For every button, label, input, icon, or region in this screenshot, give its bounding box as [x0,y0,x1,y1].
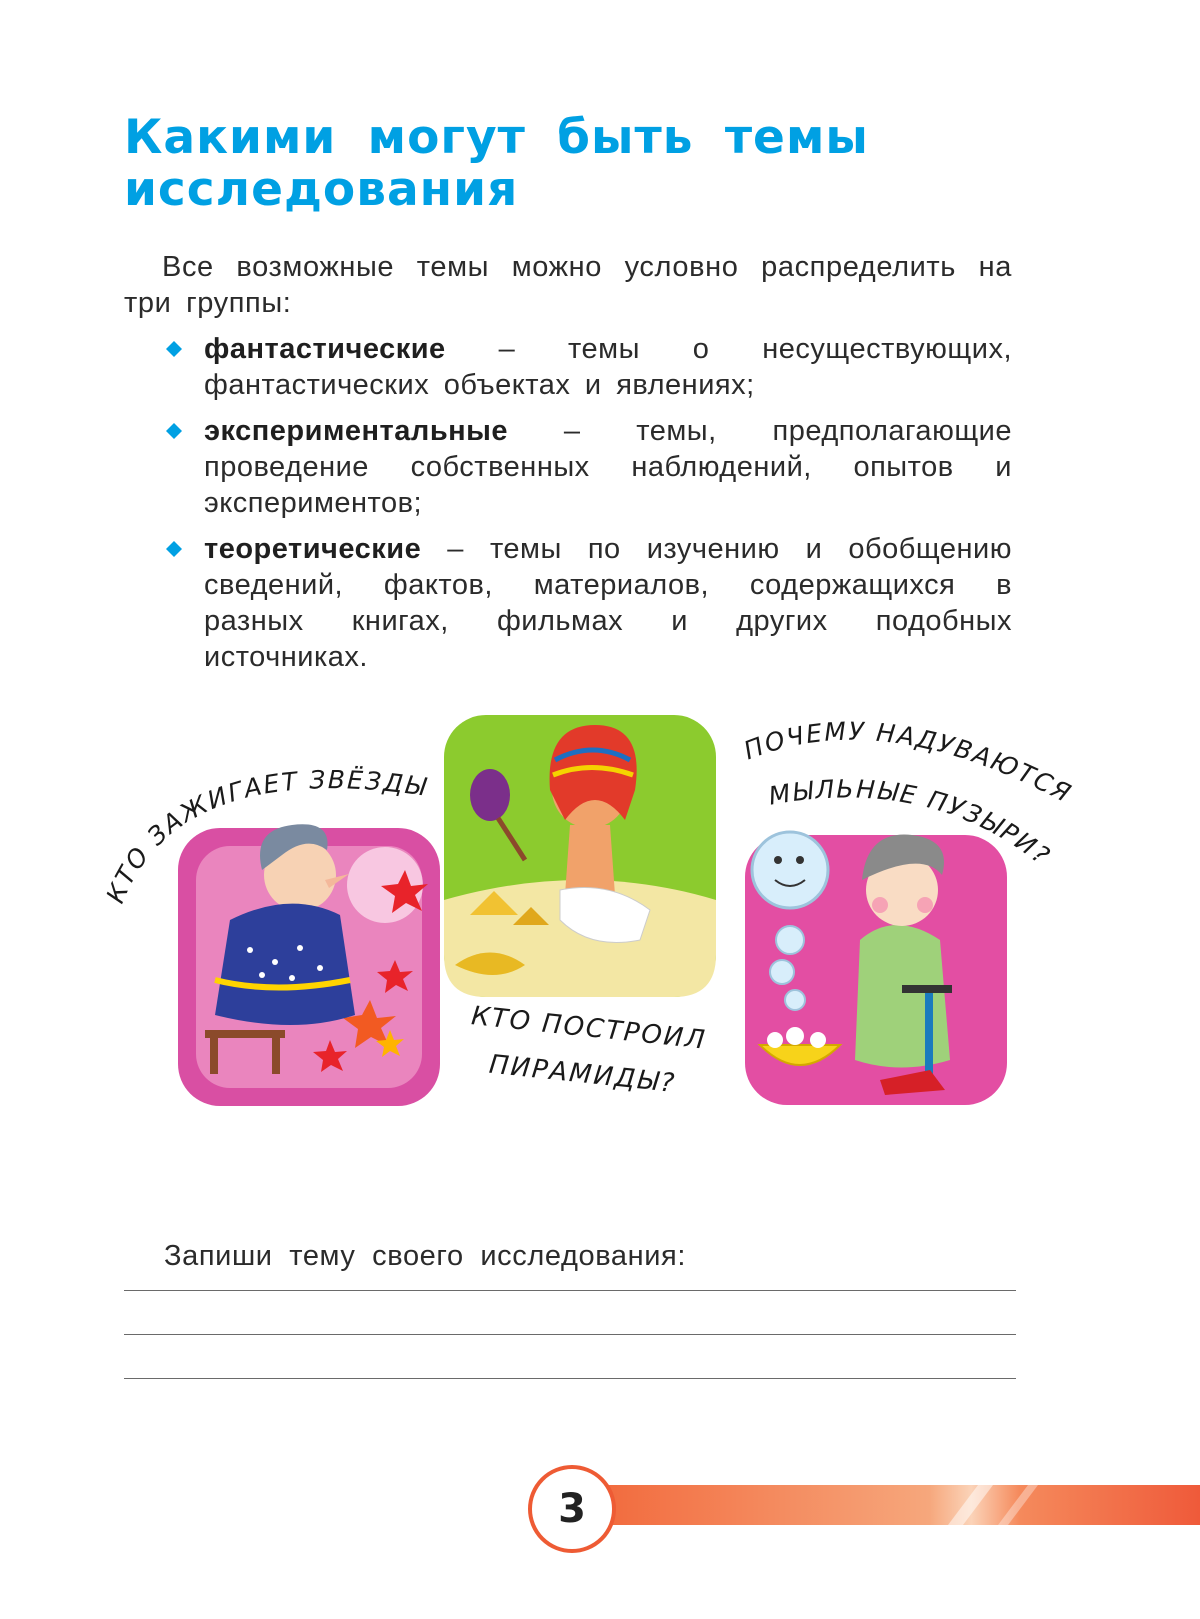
footer-band [598,1485,1200,1525]
term-fantastic: фантастические [204,333,446,365]
answer-line[interactable] [124,1334,1016,1335]
term-theoretical: теоретические [204,533,422,565]
page-number: 3 [558,1486,586,1532]
caption-bubbles-2: МЫЛЬНЫЕ ПУЗЫРИ? [766,774,1057,872]
term-description: – темы по изучению и обобщению сведений, фактов, материалов, содержащихся в разных книгах, фильмах и других подобных источниках. [204,533,1012,673]
term-description: – темы о несуществующих, фантастических объектах и явлениях; [204,333,1012,401]
diamond-bullet-icon [166,341,182,357]
term-description: – темы, предполагающие проведение собственных наблюдений, опытов и экспериментов; [204,415,1012,519]
page-number-badge [528,1465,616,1553]
wizard-stars-illustration [0,700,440,1106]
soap-bubbles-illustration [740,717,1077,1105]
term-experimental: экспериментальные [204,415,509,447]
illustrations [0,700,1200,1160]
caption-bubbles-1: ПОЧЕМУ НАДУВАЮТСЯ [739,716,1077,809]
answer-line[interactable] [124,1378,1016,1379]
intro-paragraph: Все возможные темы можно условно распределить на три группы: [124,251,1012,319]
diamond-bullet-icon [166,541,182,557]
list-item [166,413,1012,521]
diamond-bullet-icon [166,423,182,439]
list-item [166,531,1012,675]
page-title: Какими могут быть темы исследования [124,110,869,217]
write-topic-prompt: Запиши тему своего исследования: [164,1240,686,1272]
topic-groups-list [166,331,1012,685]
caption-pyramids-2: ПИРАМИДЫ? [487,1049,678,1100]
answer-line[interactable] [124,1290,1016,1291]
caption-stars: КТО ЗАЖИГАЕТ ЗВЁЗДЫ [100,765,430,908]
list-item [166,331,1012,403]
pharaoh-pyramids-illustration [444,715,716,1099]
caption-pyramids-1: КТО ПОСТРОИЛ [469,1001,708,1056]
